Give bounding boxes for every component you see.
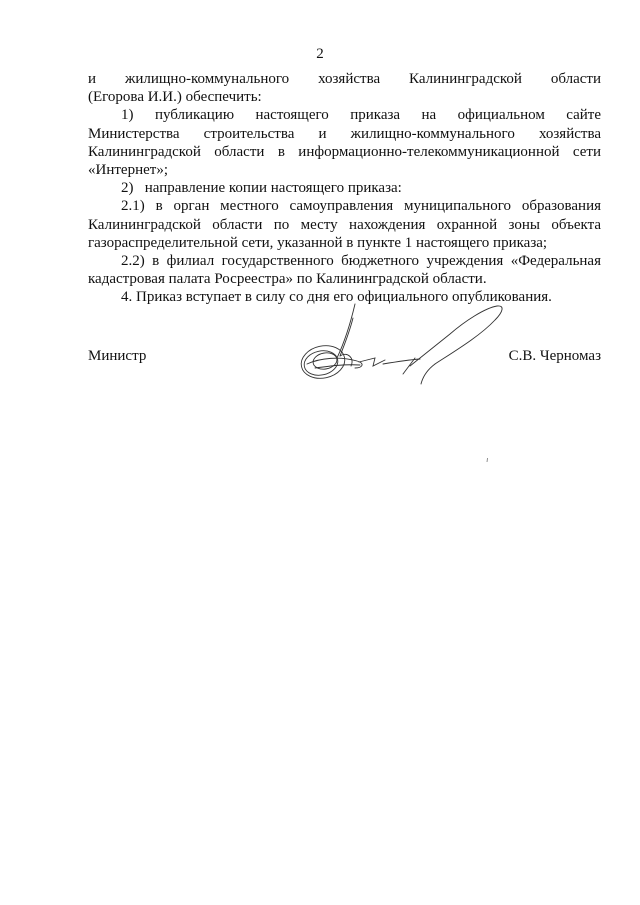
text-line: 2.1) в орган местного самоуправления муниципального образования	[121, 198, 601, 215]
document-body	[88, 70, 601, 307]
text-line: Калининградской области по месту нахождения охранной зоны объекта	[88, 216, 601, 233]
text-line: 4. Приказ вступает в силу со дня его официального опубликования.	[121, 289, 552, 306]
text-line: газораспределительной сети, указанной в пункте 1 настоящего приказа;	[88, 234, 548, 251]
text-line: (Егорова И.И.) обеспечить:	[88, 89, 262, 106]
handwritten-signature	[285, 296, 515, 396]
text-line: Калининградской области в информационно-телекоммуникационной сети	[88, 143, 601, 160]
text-line: Министерства строительства и жилищно-коммунального хозяйства	[88, 125, 601, 142]
page-number: 2	[316, 46, 324, 62]
text-line: и жилищно-коммунального хозяйства Калининградской области	[88, 71, 601, 87]
text-line: 1) публикацию настоящего приказа на официальном сайте	[121, 107, 601, 124]
signer-role: Министр	[88, 348, 147, 364]
text-line: кадастровая палата Росреестра» по Калининградской области.	[88, 271, 487, 288]
text-line: 2) направление копии настоящего приказа:	[121, 180, 402, 197]
scan-mark	[486, 458, 489, 462]
text-line: «Интернет»;	[88, 162, 168, 179]
text-line: 2.2) в филиал государственного бюджетного учреждения «Федеральная	[121, 253, 601, 270]
signer-name: С.В. Черномаз	[508, 348, 601, 364]
